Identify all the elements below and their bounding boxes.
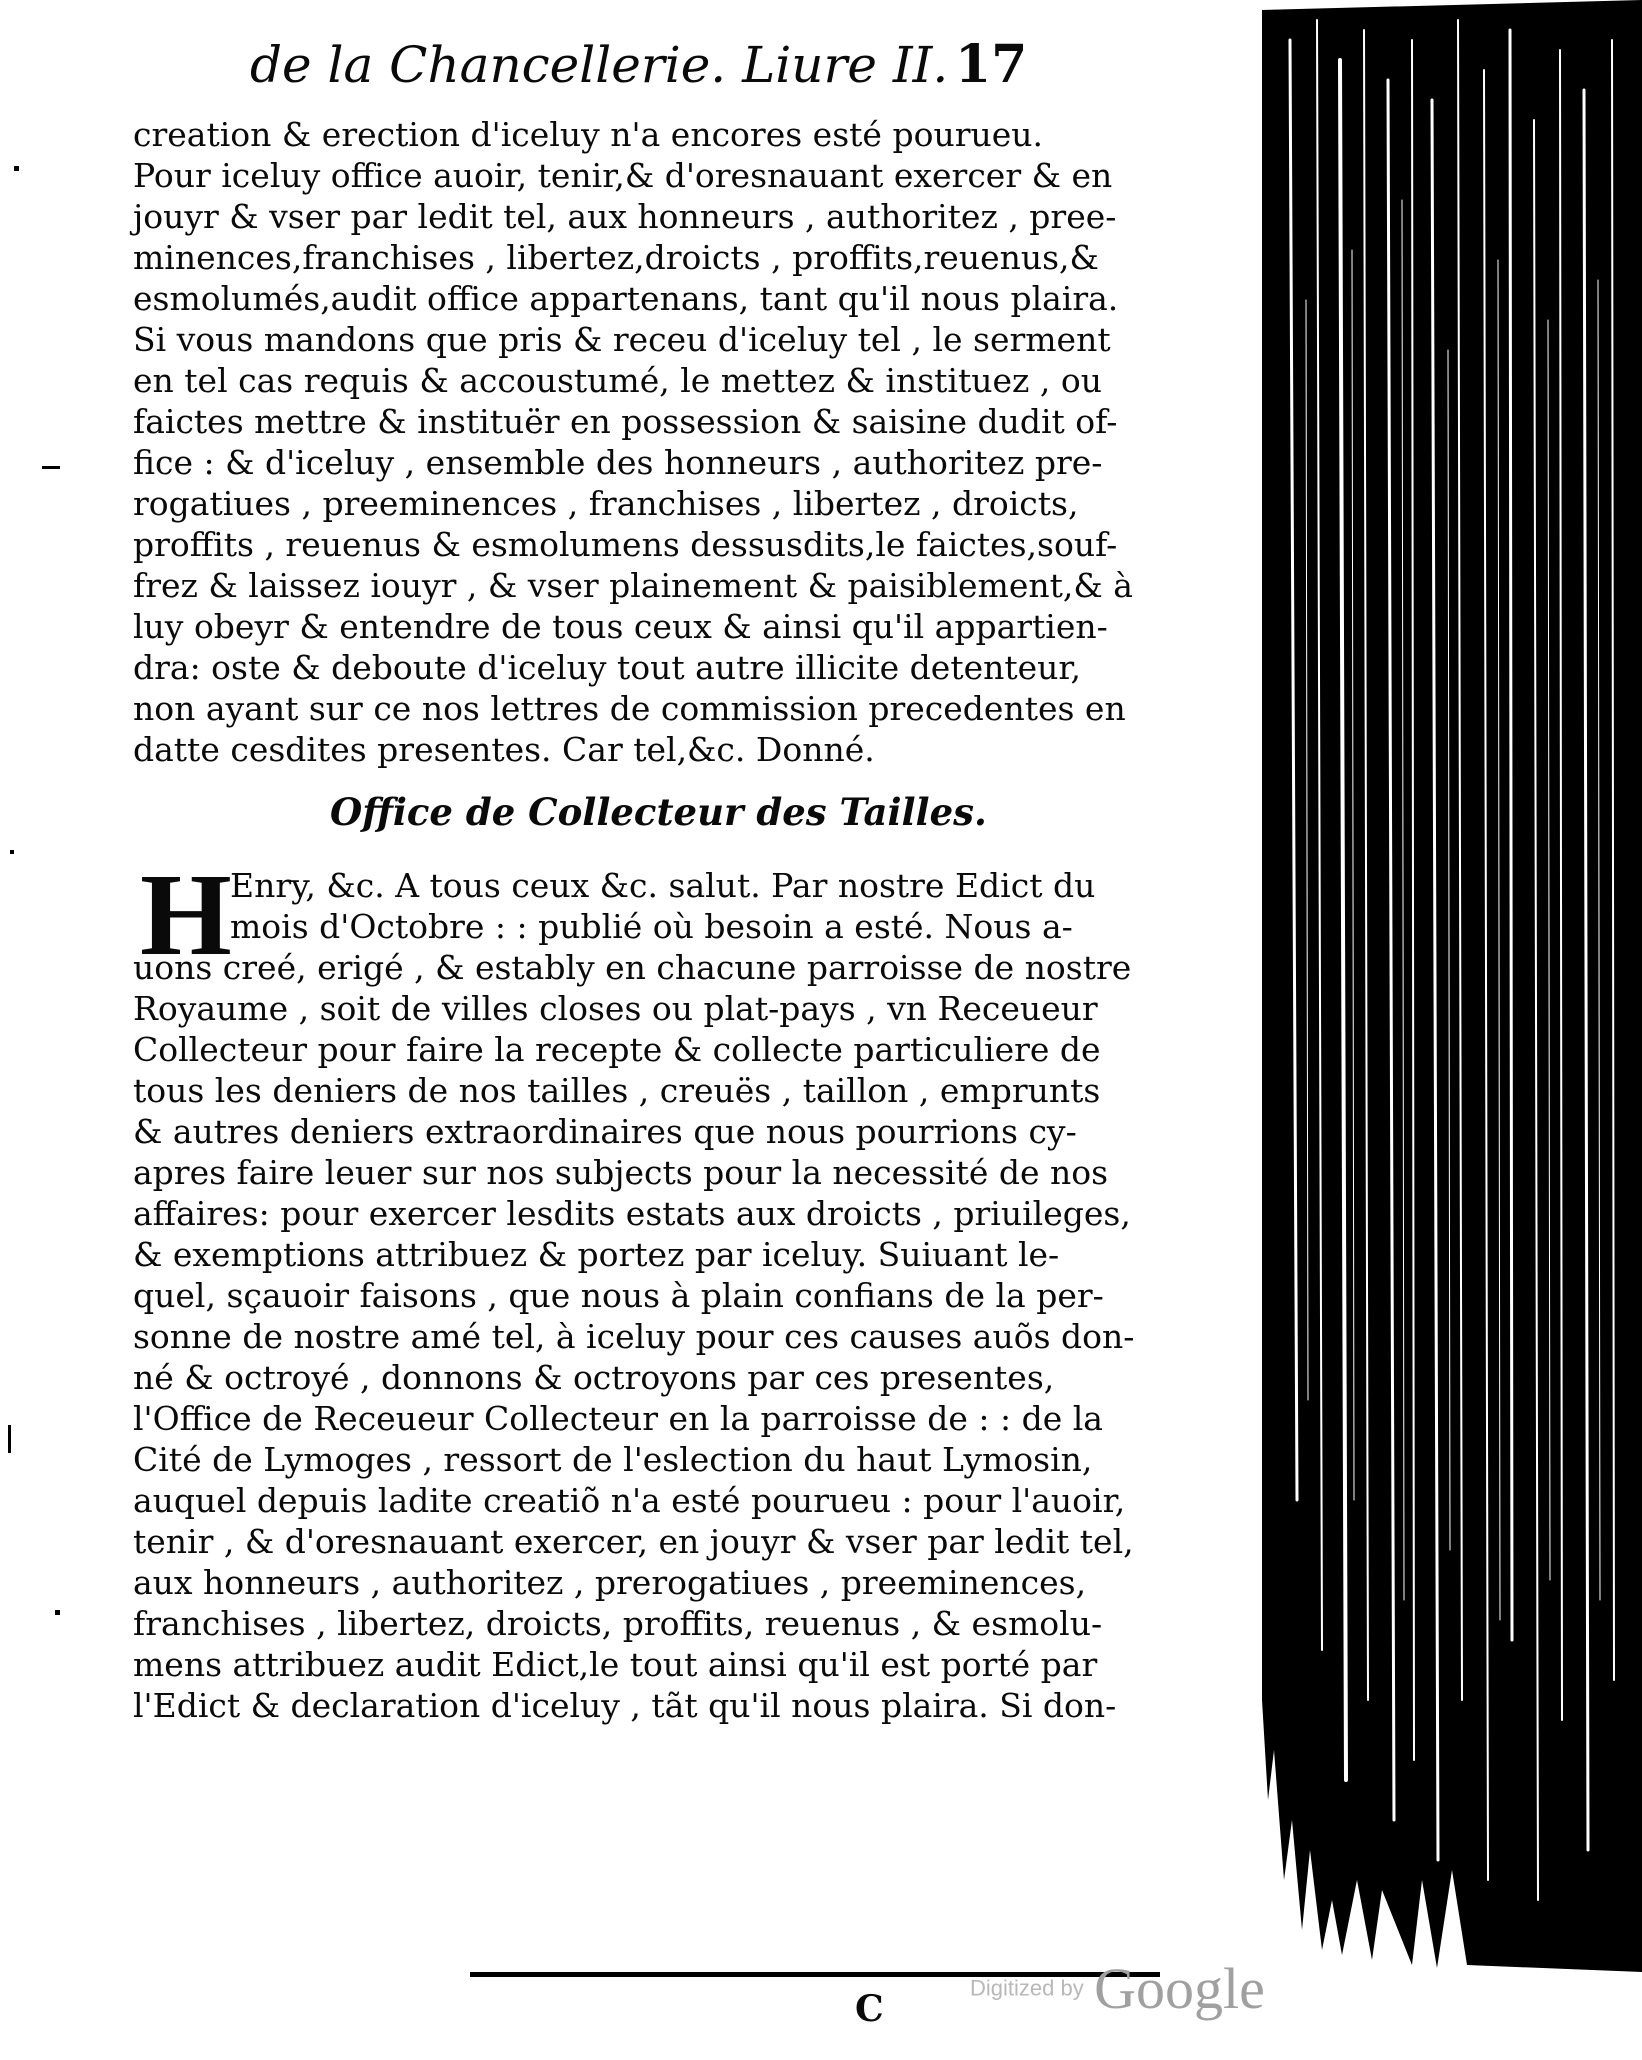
text-line: l'Office de Receueur Collecteur en la parroisse de : : de la — [133, 1399, 1103, 1438]
text-line: tenir , & d'oresnauant exercer, en jouyr & vser par ledit tel, — [133, 1522, 1134, 1561]
text-line: Cité de Lymoges , ressort de l'eslection du haut Lymosin, — [133, 1440, 1093, 1479]
text-line: dra: oste & deboute d'iceluy tout autre illicite detenteur, — [133, 648, 1082, 687]
text-line: minences,franchises , libertez,droicts , proffits,reuenus,& — [133, 238, 1099, 277]
text-line: Collecteur pour faire la recepte & collecte particuliere de — [133, 1030, 1101, 1069]
text-line: non ayant sur ce nos lettres de commission precedentes en — [133, 689, 1126, 728]
text-line: luy obeyr & entendre de tous ceux & ainsi qu'il appartien- — [133, 607, 1108, 646]
margin-speck — [14, 166, 19, 171]
text-line: Enry, &c. A tous ceux &c. salut. Par nostre Edict du — [230, 866, 1096, 905]
text-line: frez & laissez iouyr , & vser plainement & paisiblement,& à — [133, 566, 1133, 605]
text-line: mens attribuez audit Edict,le tout ainsi qu'il est porté par — [133, 1645, 1098, 1684]
text-line: rogatiues , preeminences , franchises , libertez , droicts, — [133, 484, 1079, 523]
margin-speck — [8, 1425, 11, 1453]
text-line: jouyr & vser par ledit tel, aux honneurs , authoritez , pree- — [133, 197, 1117, 236]
text-line: Si vous mandons que pris & receu d'iceluy tel , le serment — [133, 320, 1111, 359]
text-line: fice : & d'iceluy , ensemble des honneurs , authoritez pre- — [133, 443, 1103, 482]
text-line: tous les deniers de nos tailles , creuës , taillon , emprunts — [133, 1071, 1101, 1110]
text-line: datte cesdites presentes. Car tel,&c. Donné. — [133, 730, 875, 769]
drop-capital: H — [140, 849, 232, 980]
margin-speck — [55, 1610, 60, 1615]
watermark-prefix: Digitized by — [970, 1975, 1084, 2001]
text-line: né & octroyé , donnons & octroyons par ces presentes, — [133, 1358, 1055, 1397]
paragraph-1 — [133, 114, 1133, 770]
signature-mark: C — [855, 1988, 884, 2030]
text-line: en tel cas requis & accoustumé, le mettez & instituez , ou — [133, 361, 1102, 400]
text-line: Royaume , soit de villes closes ou plat-pays , vn Receueur — [133, 989, 1098, 1028]
page-number: 17 — [955, 34, 1028, 95]
text-line: franchises , libertez, droicts, proffits, reuenus , & esmolu- — [133, 1604, 1103, 1643]
text-line: Pour iceluy office auoir, tenir,& d'oresnauant exercer & en — [133, 156, 1113, 195]
paragraph-2-opening — [230, 865, 1096, 947]
text-line: aux honneurs , authoritez , prerogatiues , preeminences, — [133, 1563, 1087, 1602]
text-line: uons creé, erigé , & estably en chacune parroisse de nostre — [133, 948, 1132, 987]
margin-speck — [42, 466, 60, 469]
paragraph-2 — [133, 947, 1135, 1726]
text-line: affaires: pour exercer lesdits estats aux droicts , priuileges, — [133, 1194, 1131, 1233]
text-line: & autres deniers extraordinaires que nous pourrions cy- — [133, 1112, 1077, 1151]
text-line: quel, sçauoir faisons , que nous à plain confians de la per- — [133, 1276, 1104, 1315]
text-line: faictes mettre & instituër en possession & saisine dudit of- — [133, 402, 1118, 441]
text-line: proffits , reuenus & esmolumens dessusdits,le faictes,souf- — [133, 525, 1118, 564]
text-line: sonne de nostre amé tel, à iceluy pour ces causes auõs don- — [133, 1317, 1135, 1356]
text-line: auquel depuis ladite creatiõ n'a esté pourueu : pour l'auoir, — [133, 1481, 1126, 1520]
running-head: de la Chancellerie. Liure II. — [250, 36, 949, 94]
text-line: & exemptions attribuez & portez par iceluy. Suiuant le- — [133, 1235, 1060, 1274]
margin-speck — [10, 850, 14, 854]
book-edge-shadow — [1262, 0, 1642, 1972]
text-line: esmolumés,audit office appartenans, tant qu'il nous plaira. — [133, 279, 1119, 318]
section-title: Office de Collecteur des Tailles. — [330, 790, 987, 834]
text-line: creation & erection d'iceluy n'a encores esté pourueu. — [133, 115, 1043, 154]
digitization-watermark — [970, 1955, 1265, 2022]
text-line: apres faire leuer sur nos subjects pour la necessité de nos — [133, 1153, 1109, 1192]
text-line: l'Edict & declaration d'iceluy , tãt qu'il nous plaira. Si don- — [133, 1686, 1117, 1725]
google-logo: Google — [1094, 1956, 1265, 2021]
text-line: mois d'Octobre : : publié où besoin a esté. Nous a- — [230, 907, 1073, 946]
